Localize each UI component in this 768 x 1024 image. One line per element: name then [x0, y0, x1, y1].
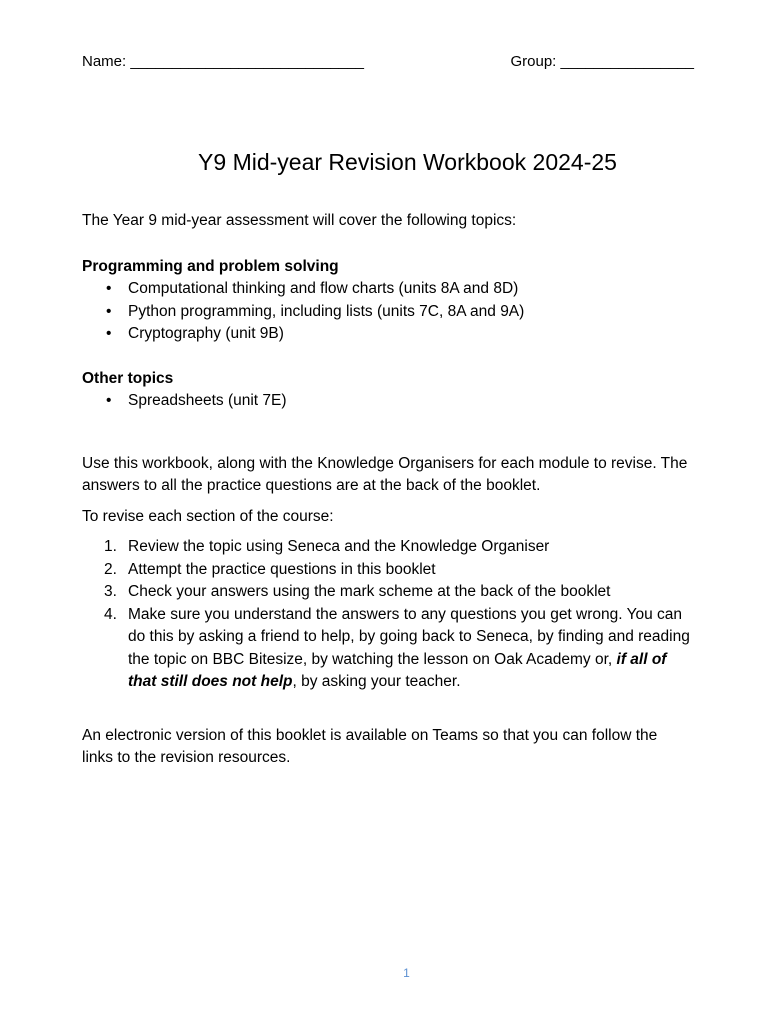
header-fields: [82, 52, 694, 72]
step-text: Make sure you understand the answers to any questions you get wrong. You can do this by asking a friend to help, by going back to Seneca, by finding and reading the topic on BBC Bitesize, by watching the lesson on Oak Academy or,: [128, 605, 690, 668]
section-other: [82, 368, 692, 413]
list-item: [104, 559, 692, 582]
step-number: 1.: [104, 538, 117, 555]
spacer: [82, 346, 692, 368]
list-item: [104, 604, 692, 694]
list-item: • Cryptography (unit 9B): [128, 323, 692, 346]
intro-text: The Year 9 mid-year assessment will cover the following topics:: [82, 212, 517, 229]
section-heading: Other topics: [82, 369, 174, 387]
spacer: [82, 694, 692, 725]
step-text: Review the topic using Seneca and the Knowledge Organiser: [128, 538, 550, 555]
step-text: , by asking your teacher.: [292, 673, 461, 690]
step-text: Attempt the practice questions in this booklet: [128, 560, 436, 578]
group-field[interactable]: Group: ________________: [510, 53, 694, 70]
closing-paragraph: An electronic version of this booklet is available on Teams so that you can follow the links to the revision resources.: [82, 726, 658, 766]
topic-list: [82, 390, 692, 413]
list-item: • Computational thinking and flow charts (units 8A and 8D): [128, 278, 692, 301]
usage-paragraph: Use this workbook, along with the Knowledge Organisers for each module to revise. The answers to all the practice questions are at the back of the booklet.: [82, 454, 688, 494]
step-number: 2.: [104, 560, 117, 578]
list-item: • Python programming, including lists (units 7C, 8A and 9A): [128, 301, 692, 324]
topic-list: [82, 278, 692, 346]
name-field[interactable]: Name: ____________________________: [82, 53, 364, 70]
page-number: 1: [403, 966, 410, 980]
step-text: Check your answers using the mark scheme at the back of the booklet: [128, 583, 611, 600]
section-heading: Programming and problem solving: [82, 257, 339, 275]
step-number: 3.: [104, 583, 117, 600]
spacer: [82, 413, 692, 453]
steps-intro: To revise each section of the course:: [82, 507, 334, 525]
list-item: • Spreadsheets (unit 7E): [128, 390, 692, 413]
section-programming: [82, 256, 692, 346]
step-text-emphasis: if all of that still does not help: [128, 650, 667, 690]
revision-steps: [82, 536, 692, 694]
document-title: Y9 Mid-year Revision Workbook 2024-25: [198, 149, 617, 175]
step-number: 4.: [104, 605, 117, 623]
document-body: [82, 210, 692, 770]
list-item: [104, 536, 692, 559]
list-item: [104, 581, 692, 604]
